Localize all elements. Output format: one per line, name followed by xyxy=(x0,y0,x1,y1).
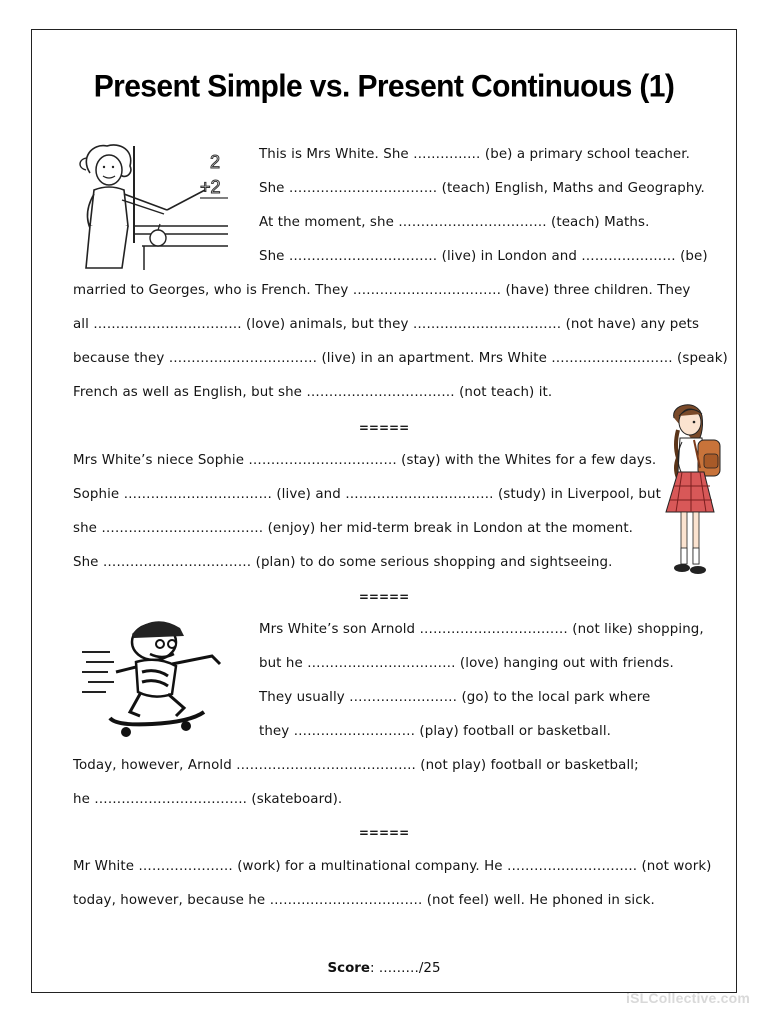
paragraph1-line: This is Mrs White. She …………… (be) a primary school teacher. xyxy=(259,147,690,162)
paragraph2-line: Sophie …………………………… (live) and …………………………… (study) in Liverpool, but xyxy=(73,487,661,502)
paragraph4-line: Mr White ………………… (work) for a multinational company. He ……………………….. (not work) xyxy=(73,859,712,874)
paragraph1-line: She …………………………… (live) in London and ………………… (be) xyxy=(259,249,708,264)
teacher-illustration xyxy=(72,138,232,273)
score-label: Score xyxy=(327,961,370,976)
schoolgirl-illustration xyxy=(660,400,726,578)
paragraph3-line: they ……………………… (play) football or basketball. xyxy=(259,724,612,739)
paragraph1-line: all …………………………… (love) animals, but they …………………………… (not have) any pets xyxy=(73,317,700,332)
paragraph1-line: At the moment, she …………………………… (teach) Maths. xyxy=(259,215,650,230)
section-separator: ===== xyxy=(358,826,410,840)
paragraph1-line: French as well as English, but she …………………………… (not teach) it. xyxy=(73,385,553,400)
svg-text:2: 2 xyxy=(210,152,221,172)
section-separator: ===== xyxy=(358,421,410,435)
paragraph1-line: married to Georges, who is French. They …………………………… (have) three children. They xyxy=(73,283,691,298)
worksheet-title: Present Simple vs. Present Continuous (1) xyxy=(93,69,675,104)
skateboard-boy-illustration xyxy=(80,612,230,742)
paragraph2-line: Mrs White’s niece Sophie …………………………… (stay) with the Whites for a few days. xyxy=(73,453,657,468)
section-separator: ===== xyxy=(358,590,410,604)
site-watermark: iSLCollective.com xyxy=(626,990,750,1006)
paragraph2-line: She …………………………… (plan) to do some serious shopping and sightseeing. xyxy=(73,555,613,570)
paragraph1-line: She …………………………… (teach) English, Maths and Geography. xyxy=(259,181,705,196)
paragraph3-line: Mrs White’s son Arnold …………………………… (not like) shopping, xyxy=(259,622,704,637)
paragraph3-line: but he …………………………… (love) hanging out with friends. xyxy=(259,656,674,671)
score-value: : ………/25 xyxy=(369,961,441,976)
paragraph2-line: she ……………………………… (enjoy) her mid-term break in London at the moment. xyxy=(73,521,634,536)
svg-text:+2: +2 xyxy=(200,177,221,197)
paragraph3-line: They usually …………………… (go) to the local park where xyxy=(259,690,651,705)
paragraph3-line: Today, however, Arnold …………………………………. (not play) football or basketball; xyxy=(73,758,639,773)
score-line xyxy=(0,961,768,976)
paragraph1-line: because they …………………………… (live) in an apartment. Mrs White ……………………… (speak) xyxy=(73,351,728,366)
paragraph4-line: today, however, because he ……………………………. (not feel) well. He phoned in sick. xyxy=(73,893,655,908)
paragraph3-line: he ……………………………. (skateboard). xyxy=(73,792,343,807)
